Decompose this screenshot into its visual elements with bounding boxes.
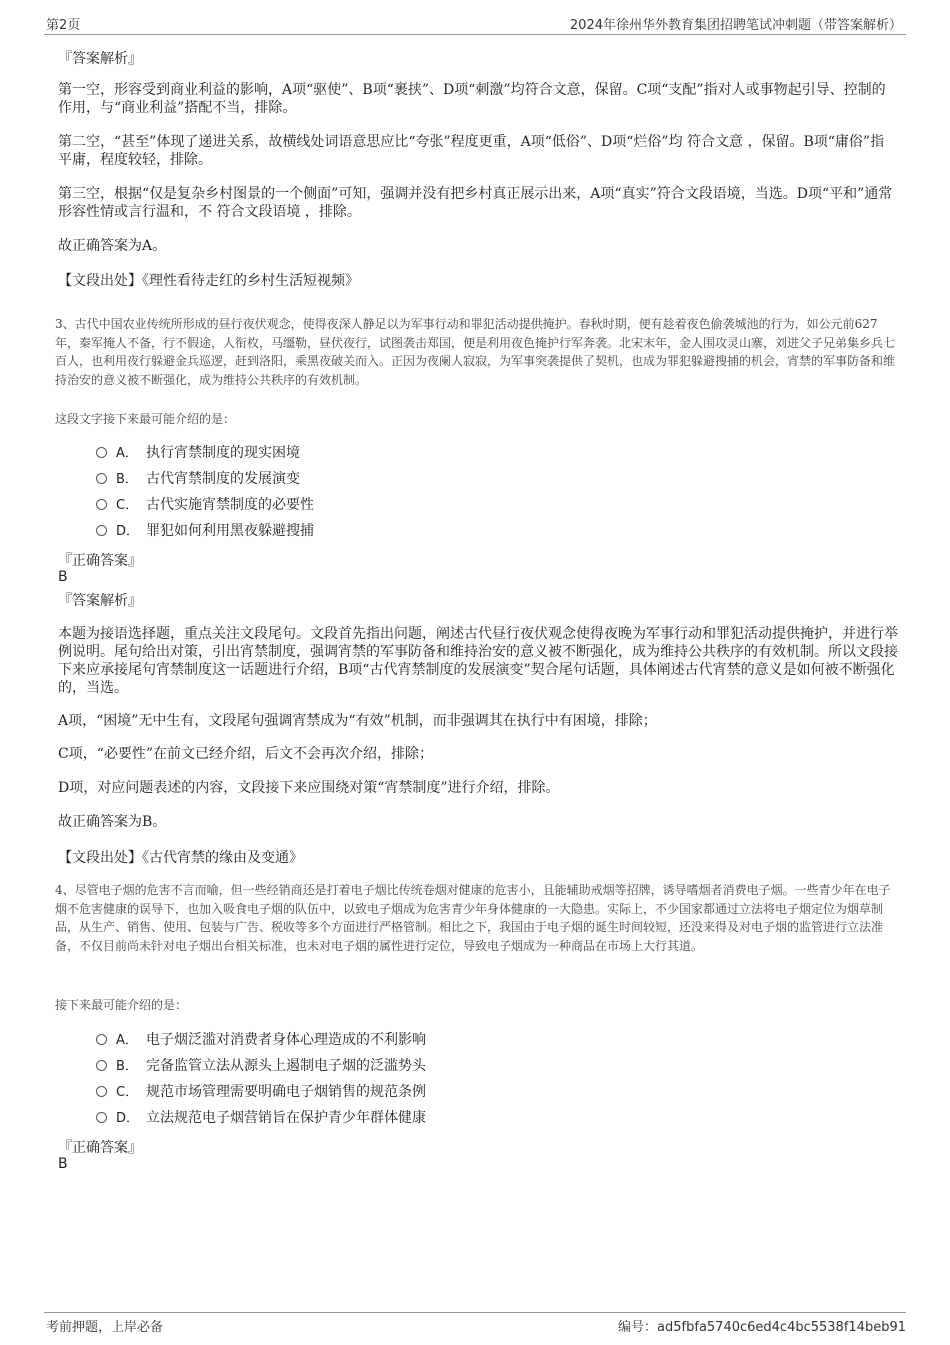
radio-icon[interactable] [96,1112,107,1123]
analysis-option-c: C项，“必要性”在前文已经介绍，后文不会再次介绍，排除； [58,746,434,762]
question-4-text: 4、尽管电子烟的危害不言而喻，但一些经销商还是打着电子烟比传统卷烟对健康的危害小，且能辅助戒烟等招牌，诱导嗜烟者消费电子烟。一些青少年在电子烟不危害健康的误导下，也加入吸食电子烟的队伍中，以致电子烟成为危害青少年身体健康的一大隐患。实际上，不少国家都通过立法将电子烟定位为烟草制品，从生产、销售、使用、包装与广告、税收等多个方面进行严格管制。相比之下，我国由于电子烟的诞生时间较短，还没来得及对电子烟的监管进行立法准备，不仅目前尚未针对电子烟出台相关标准，也未对电子烟的属性进行定位，导致电子烟成为一种商品在市场上大行其道。 [55,883,891,953]
final-answer-line: 故正确答案为B。 [58,814,167,830]
correct-answer-tag: 『正确答案』 [58,1140,142,1156]
radio-icon[interactable] [96,1034,107,1045]
radio-icon[interactable] [96,1060,107,1071]
question-4-option-d[interactable]: D． 立法规范电子烟营销旨在保护青少年群体健康 [96,1109,426,1128]
question-3-option-a[interactable]: A． 执行宵禁制度的现实困境 [96,444,300,463]
analysis-option-a: A项，“困境”无中生有，文段尾句强调宵禁成为“有效”机制，而非强调其在执行中有困境，排除； [58,713,657,729]
correct-answer-value: B [58,1156,68,1172]
document-code: 编号：ad5fbfa5740c6ed4c4bc5538f14beb91 [618,1320,906,1335]
radio-icon[interactable] [96,447,107,458]
analysis-option-d: D项，对应问题表述的内容，文段接下来应围绕对策“宵禁制度”进行介绍，排除。 [58,780,560,796]
question-4-option-a[interactable]: A． 电子烟泛滥对消费者身体心理造成的不利影响 [96,1031,426,1050]
page-header [44,12,906,35]
question-3-prompt: 这段文字接下来最可能介绍的是： [55,412,236,426]
question-4-prompt: 接下来最可能介绍的是： [55,998,188,1012]
final-answer-line: 故正确答案为A。 [58,238,167,254]
radio-icon[interactable] [96,473,107,484]
analysis-paragraph-3: 第三空，根据“仅是复杂乡村图景的一个侧面”可知，强调并没有把乡村真正展示出来，A项“真实”符合文段语境，当选。D项“平和”通常形容性情或言行温和，不 符合文段语境 ，排除。 [58,186,893,220]
question-4-option-c[interactable]: C． 规范市场管理需要明确电子烟销售的规范条例 [96,1083,426,1102]
question-3-option-d[interactable]: D． 罪犯如何利用黑夜躲避搜捕 [96,522,314,541]
page-number: 第2页 [46,18,81,33]
source-citation: 【文段出处】《古代宵禁的缘由及变通》 [58,850,303,866]
analysis-paragraph-2: 第二空，“甚至”体现了递进关系，故横线处词语意思应比“夸张”程度更重，A项“低俗”、D项“烂俗”均 符合文意 ，保留。B项“庸俗”指平庸，程度较轻，排除。 [58,134,885,168]
radio-icon[interactable] [96,499,107,510]
analysis-tag: 『答案解析』 [58,593,142,609]
source-citation: 【文段出处】《理性看待走红的乡村生活短视频》 [58,273,359,289]
analysis-paragraph-1: 第一空，形容受到商业利益的影响，A项“驱使”、B项“裹挟”、D项“刺激”均符合文意，保留。C项“支配”指对人或事物起引导、控制的作用，与“商业利益”搭配不当，排除。 [58,82,886,116]
analysis-paragraph-main: 本题为接语选择题，重点关注文段尾句。文段首先指出问题，阐述古代昼行夜伏观念使得夜晚为军事行动和罪犯活动提供掩护，并进行举例说明。尾句给出对策，引出宵禁制度，强调宵禁的军事防备和维持治安的意义被不断强化，成为维持公共秩序的有效机制。所以文段接下来应承接尾句宵禁制度这一话题进行介绍，B项“古代宵禁制度的发展演变”契合尾句话题，具体阐述古代宵禁的意义是如何被不断强化的，当选。 [58,626,898,696]
document-title: 2024年徐州华外教育集团招聘笔试冲刺题（带答案解析） [569,18,902,33]
question-3-option-c[interactable]: C． 古代实施宵禁制度的必要性 [96,496,314,515]
question-3-option-b[interactable]: B． 古代宵禁制度的发展演变 [96,470,300,489]
question-3-text: 3、古代中国农业传统所形成的昼行夜伏观念，使得夜深人静足以为军事行动和罪犯活动提供掩护。春秋时期，便有趁着夜色偷袭城池的行为，如公元前627年，秦军掩人不备，行不假途，人衔枚，马缰勒，昼伏夜行，试图袭击郑国，便是利用夜色掩护行军奔袭。北宋末年，金人围攻灵山寨，刘进父子兄弟集乡兵七百人，也利用夜行躲避金兵巡逻，赶到洛阳，乘黑夜破关而入。正因为夜阑人寂寂，为军事突袭提供了契机，也成为罪犯躲避搜捕的机会，宵禁的军事防备和维持治安的意义被不断强化，成为维持公共秩序的有效机制。 [55,317,896,387]
radio-icon[interactable] [96,1086,107,1097]
question-4-option-b[interactable]: B． 完备监管立法从源头上遏制电子烟的泛滥势头 [96,1057,426,1076]
page-footer [44,1312,906,1335]
correct-answer-tag: 『正确答案』 [58,553,142,569]
analysis-tag: 『答案解析』 [58,51,142,67]
correct-answer-value: B [58,569,68,585]
radio-icon[interactable] [96,525,107,536]
footer-slogan: 考前押题，上岸必备 [46,1320,164,1335]
